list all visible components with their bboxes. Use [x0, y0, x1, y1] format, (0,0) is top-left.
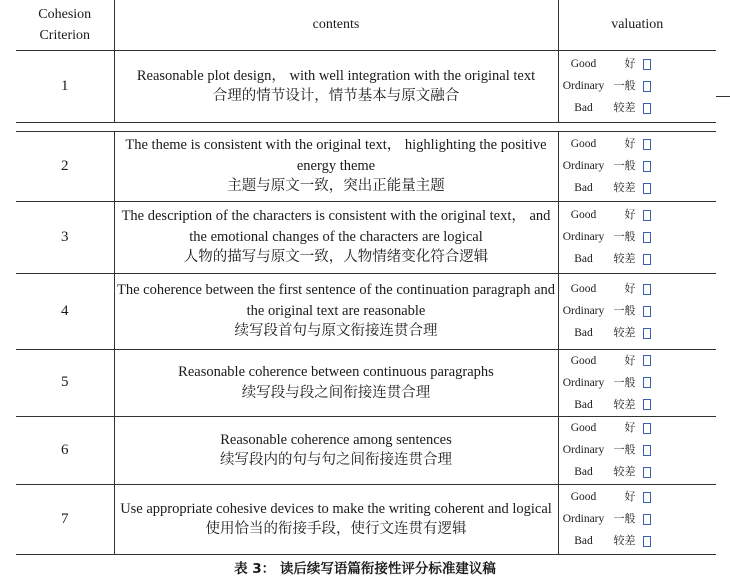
- valuation-options: [558, 416, 716, 484]
- option-bad-label: Bad: [574, 535, 593, 547]
- option-bad-label: Bad: [574, 398, 593, 411]
- option-bad: [559, 97, 717, 119]
- good-checkbox[interactable]: [643, 492, 651, 503]
- table-row: [16, 201, 716, 273]
- header-valuation: [558, 0, 716, 50]
- criterion-english-text: The description of the characters is consistent with the original text， and the emotional changes of the characters are logical: [121, 208, 551, 245]
- option-bad-chinese: 较差: [613, 465, 636, 478]
- option-good-label: Good: [570, 491, 597, 503]
- criterion-contents: [114, 416, 558, 484]
- table-header-row: [16, 0, 716, 50]
- good-checkbox[interactable]: [643, 210, 651, 221]
- table-row: [16, 50, 716, 122]
- good-checkbox[interactable]: [643, 59, 651, 70]
- option-bad-label: Bad: [574, 327, 593, 339]
- table-row: [16, 416, 716, 484]
- option-ordinary: [559, 508, 717, 530]
- valuation-options: [558, 131, 716, 201]
- criterion-number: 2: [16, 131, 114, 201]
- option-ordinary-chinese: 一般: [613, 443, 636, 456]
- table-row: [16, 484, 716, 554]
- bad-checkbox[interactable]: [643, 399, 651, 410]
- bad-checkbox[interactable]: [643, 467, 651, 478]
- criterion-chinese-text: 使用恰当的衔接手段，使行文连贯有逻辑: [205, 521, 467, 537]
- option-ordinary: [559, 300, 717, 322]
- option-good-label: Good: [570, 138, 597, 150]
- ordinary-checkbox[interactable]: [643, 514, 651, 525]
- option-bad: [559, 322, 717, 344]
- ordinary-checkbox[interactable]: [643, 306, 651, 317]
- header-cohesion-criterion: [16, 0, 114, 50]
- option-bad: [559, 461, 717, 483]
- criterion-english-text: The theme is consistent with the original text， highlighting the positive energy theme: [125, 137, 547, 174]
- criterion-contents: [114, 131, 558, 201]
- option-bad-label: Bad: [574, 253, 593, 265]
- ordinary-checkbox[interactable]: [643, 81, 651, 92]
- option-bad: [559, 530, 717, 552]
- criterion-number: 6: [16, 416, 114, 484]
- criterion-chinese-text: 续写段内的句与句之间衔接连贯合理: [220, 452, 452, 468]
- criterion-contents: [114, 273, 558, 349]
- option-good-label: Good: [570, 58, 597, 70]
- row-gap: [16, 122, 716, 131]
- good-checkbox[interactable]: [643, 139, 651, 150]
- option-bad-chinese: 较差: [613, 326, 636, 339]
- bad-checkbox[interactable]: [643, 183, 651, 194]
- ordinary-checkbox[interactable]: [643, 232, 651, 243]
- option-ordinary: [559, 439, 717, 461]
- valuation-options: [558, 349, 716, 416]
- criterion-chinese-text: 续写段与段之间衔接连贯合理: [241, 384, 431, 401]
- good-checkbox[interactable]: [643, 355, 651, 366]
- table-row: [16, 349, 716, 416]
- option-bad-chinese: 较差: [613, 252, 636, 265]
- criterion-chinese-text: 人物的描写与原文一致，人物情绪变化符合逻辑: [183, 249, 489, 266]
- option-good: [559, 417, 717, 439]
- criterion-english-text: Use appropriate cohesive devices to make the writing coherent and logical: [120, 500, 552, 517]
- option-good: [559, 278, 717, 300]
- option-bad: [559, 248, 717, 270]
- option-good: [559, 350, 717, 372]
- criterion-contents: [114, 201, 558, 273]
- criterion-number: 3: [16, 201, 114, 273]
- option-ordinary-chinese: 一般: [613, 159, 636, 172]
- ordinary-checkbox[interactable]: [643, 377, 651, 388]
- criterion-contents: [114, 50, 558, 122]
- option-good-label: Good: [570, 422, 597, 434]
- valuation-options: [558, 201, 716, 273]
- option-good: [559, 204, 717, 226]
- criterion-chinese-text: 合理的情节设计，情节基本与原文融合: [212, 88, 460, 104]
- table-row: [16, 131, 716, 201]
- option-ordinary-label: Ordinary: [562, 231, 605, 243]
- good-checkbox[interactable]: [643, 423, 651, 434]
- table-caption: 表 3： 读后续写语篇衔接性评分标准建议稿: [234, 561, 496, 577]
- bad-checkbox[interactable]: [643, 103, 651, 114]
- ordinary-checkbox[interactable]: [643, 161, 651, 172]
- option-bad-label: Bad: [574, 466, 593, 478]
- cohesion-rubric-table: [16, 0, 716, 555]
- option-bad-chinese: 较差: [613, 534, 636, 547]
- option-ordinary-label: Ordinary: [562, 513, 605, 525]
- header-valuation-label: valuation: [611, 16, 664, 32]
- option-ordinary-chinese: 一般: [613, 375, 636, 389]
- ordinary-checkbox[interactable]: [643, 445, 651, 456]
- option-good-chinese: 好: [624, 421, 636, 434]
- option-ordinary: [559, 372, 717, 394]
- option-good-chinese: 好: [624, 490, 636, 503]
- option-good: [559, 486, 717, 508]
- option-ordinary: [559, 75, 717, 97]
- margin-mark: [716, 96, 730, 97]
- criterion-english-text: Reasonable coherence among sentences: [220, 431, 452, 448]
- bad-checkbox[interactable]: [643, 254, 651, 265]
- row-gap-cell: [16, 122, 716, 131]
- option-good-chinese: 好: [624, 57, 636, 70]
- option-ordinary-label: Ordinary: [562, 160, 605, 172]
- option-bad: [559, 177, 717, 199]
- option-ordinary-label: Ordinary: [562, 376, 605, 389]
- option-bad-chinese: 较差: [613, 101, 636, 114]
- option-ordinary-chinese: 一般: [613, 79, 636, 92]
- bad-checkbox[interactable]: [643, 328, 651, 339]
- option-ordinary-chinese: 一般: [613, 230, 636, 243]
- option-good: [559, 53, 717, 75]
- header-criterion-label: Cohesion Criterion: [38, 6, 92, 43]
- bad-checkbox[interactable]: [643, 536, 651, 547]
- criterion-number: 1: [16, 50, 114, 122]
- option-ordinary: [559, 226, 717, 248]
- criterion-number: 7: [16, 484, 114, 554]
- option-bad-label: Bad: [574, 102, 593, 114]
- option-ordinary-chinese: 一般: [613, 304, 636, 317]
- option-good-chinese: 好: [624, 208, 636, 221]
- good-checkbox[interactable]: [643, 284, 651, 295]
- option-good-label: Good: [570, 209, 597, 221]
- option-bad-chinese: 较差: [613, 181, 636, 194]
- valuation-options: [558, 484, 716, 554]
- option-good-chinese: 好: [624, 282, 636, 295]
- option-good: [559, 133, 717, 155]
- option-good-chinese: 好: [624, 353, 636, 367]
- option-good-chinese: 好: [624, 137, 636, 150]
- option-ordinary-label: Ordinary: [562, 80, 605, 92]
- option-bad-chinese: 较差: [613, 397, 636, 411]
- option-ordinary: [559, 155, 717, 177]
- header-contents: [114, 0, 558, 50]
- criterion-english-text: The coherence between the first sentence of the continuation paragraph and the original text are reasonable: [116, 282, 556, 319]
- option-bad-label: Bad: [574, 182, 593, 194]
- valuation-options: [558, 273, 716, 349]
- option-good-label: Good: [570, 283, 597, 295]
- criterion-contents: [114, 349, 558, 416]
- criterion-chinese-text: 主题与原文一致，突出正能量主题: [227, 178, 445, 195]
- option-ordinary-chinese: 一般: [613, 512, 636, 525]
- option-ordinary-label: Ordinary: [562, 305, 605, 317]
- option-bad: [559, 394, 717, 416]
- option-good-label: Good: [570, 354, 597, 367]
- valuation-options: [558, 50, 716, 122]
- criterion-english-text: Reasonable coherence between continuous paragraphs: [178, 364, 494, 380]
- criterion-number: 5: [16, 349, 114, 416]
- criterion-english-text: Reasonable plot design， with well integration with the original text: [136, 67, 536, 84]
- header-contents-label: contents: [312, 16, 360, 32]
- criterion-number: 4: [16, 273, 114, 349]
- criterion-contents: [114, 484, 558, 554]
- table-row: [16, 273, 716, 349]
- option-ordinary-label: Ordinary: [562, 444, 605, 456]
- criterion-chinese-text: 续写段首句与原文衔接连贯合理: [234, 323, 438, 340]
